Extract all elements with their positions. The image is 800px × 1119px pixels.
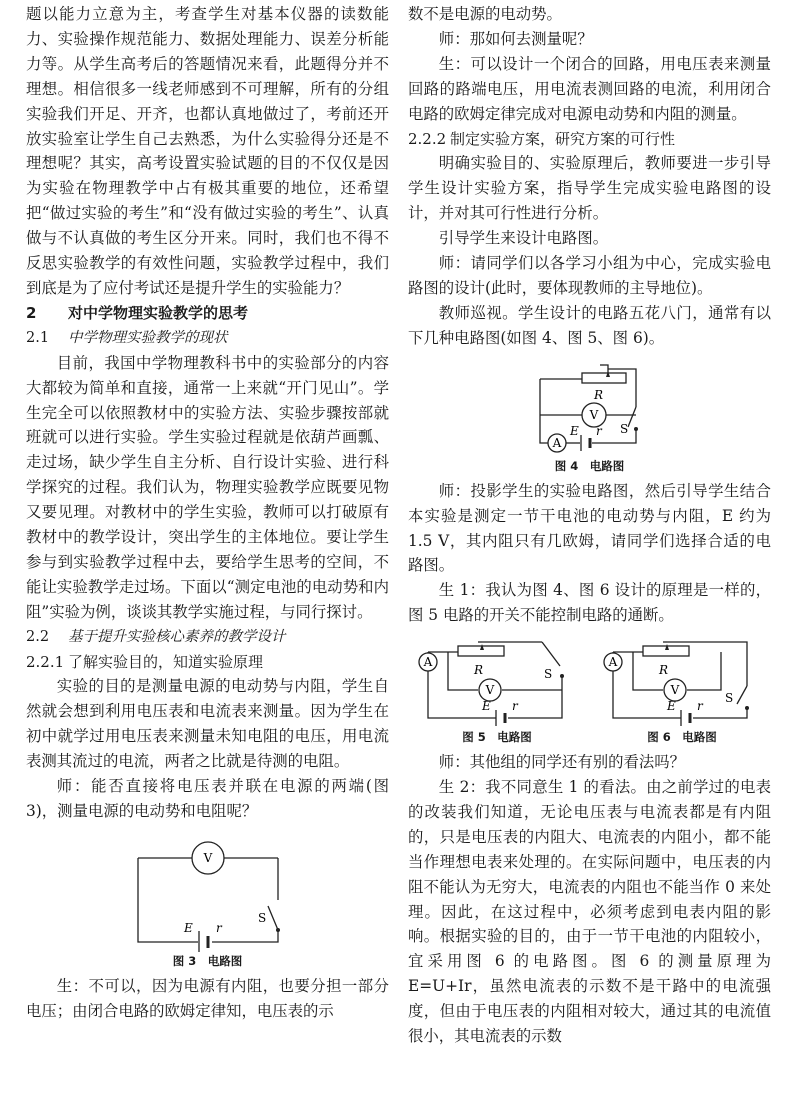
circuit-diagram-5	[412, 632, 582, 728]
figure-6	[593, 632, 771, 746]
circuit-diagram-6	[597, 632, 767, 728]
emf-label: E	[667, 699, 676, 714]
section-title: 基于提升实验核心素养的教学设计	[68, 628, 286, 645]
voltmeter-label: V	[203, 850, 212, 865]
section-number: 2.1	[26, 329, 50, 346]
section-number: 2	[26, 303, 37, 322]
voltmeter-label: V	[589, 407, 598, 422]
paragraph: 生 1：我认为图 4、图 6 设计的原理是一样的，图 5 电路的开关不能控制电路的通断。	[408, 581, 771, 625]
figure-caption: 图 3 电路图	[172, 953, 243, 968]
switch-label: S	[725, 691, 734, 706]
figure-5	[408, 632, 586, 746]
ammeter-label: A	[608, 655, 618, 670]
left-column	[26, 2, 389, 1024]
section-heading	[26, 301, 389, 326]
subsubsection-heading	[408, 127, 771, 152]
paragraph: 师：那如何去测量呢？	[438, 29, 593, 48]
paragraph: 实验的目的是测量电源的电动势与内阻，学生自然就会想到利用电压表和电流表来测量。因为学生在初中就学过用电压表来测量未知电阻的电压，用电流表测其流过的电流，两者之比就是待测的电阻。	[26, 677, 389, 771]
switch-label: S	[257, 910, 266, 925]
ammeter-label: A	[423, 655, 433, 670]
rheostat-label: R	[593, 387, 603, 402]
emf-label: E	[482, 699, 491, 714]
figure-row	[408, 632, 771, 746]
subsubsection-heading	[26, 650, 389, 675]
figure-caption: 图 6 电路图	[647, 730, 717, 745]
paragraph: 生：可以设计一个闭合的回路，用电压表来测量回路的路端电压，用电流表测回路的电流，利用闭合电路的欧姆定律完成对电源电动势和内阻的测量。	[408, 54, 771, 123]
subsection-heading	[26, 625, 389, 650]
section-title: 制定实验方案，研究方案的可行性	[450, 129, 676, 148]
section-number: 2.2.2	[408, 129, 447, 148]
subsection-heading	[26, 326, 389, 351]
voltmeter-label: V	[485, 683, 495, 698]
rheostat-label: R	[474, 663, 484, 678]
emf-label: E	[569, 423, 579, 438]
figure-caption: 图 4 电路图	[554, 458, 625, 473]
circuit-diagram-3	[108, 830, 308, 952]
section-title: 对中学物理实验教学的思考	[68, 303, 249, 322]
circuit-diagram-4	[510, 355, 670, 457]
internal-resistance-label: r	[215, 920, 222, 935]
figure-4	[408, 355, 771, 475]
rheostat-label: R	[659, 663, 669, 678]
emf-label: E	[183, 920, 193, 935]
figure-3	[26, 830, 389, 970]
paragraph: 数不是电源的电动势。	[408, 5, 562, 23]
internal-resistance-label: r	[697, 699, 703, 714]
paragraph: 目前，我国中学物理教科书中的实验部分的内容大都较为简单和直接，通常一上来就“开门见山”。学生完全可以依照教材中的实验方法、实验步骤按部就班就可以进行实验。学生实验过程就是依葫芦画瓢、走过场，缺少学生自主分析、自行设计实验、进行科学探究的过程。我们认为，物理实验教学应既要见物又要见理。对教材中的学生实验，教师可以打破原有教材中的教学设计，突出学生的主体地位。要让学生参与到实验教学过程中去，要给学生思考的空间，不能让实验教学走过场。下面以“测定电池的电动势和内阻”实验为例，谈谈其教学实施过程，与同行探讨。	[26, 353, 389, 621]
switch-label: S	[619, 421, 628, 436]
internal-resistance-label: r	[512, 699, 518, 714]
ammeter-label: A	[552, 435, 561, 450]
section-number: 2.2	[26, 628, 50, 645]
paragraph: 师：能否直接将电压表并联在电源的两端(图 3)，测量电源的电动势和电阻呢？	[26, 777, 389, 820]
section-title: 中学物理实验教学的现状	[68, 329, 228, 346]
paragraph: 师：投影学生的实验电路图，然后引导学生结合本实验是测定一节干电池的电动势与内阻，E 约为 1.5 V，其内阻只有几欧姆，请同学们选择合适的电路图。	[408, 481, 771, 575]
paragraph: 明确实验目的、实验原理后，教师要进一步引导学生设计实验方案，指导学生完成实验电路图的设计，并对其可行性进行分析。	[408, 154, 771, 223]
figure-caption: 图 5 电路图	[462, 730, 532, 745]
paragraph: 师：其他组的同学还有别的看法吗？	[438, 753, 686, 772]
section-number: 2.2.1	[26, 652, 65, 671]
internal-resistance-label: r	[595, 423, 602, 438]
paragraph: 教师巡视。学生设计的电路五花八门，通常有以下几种电路图(如图 4、图 5、图 6)。	[408, 303, 771, 347]
section-title: 了解实验目的，知道实验原理	[68, 652, 264, 671]
voltmeter-label: V	[670, 683, 680, 698]
paragraph: 引导学生来设计电路图。	[438, 229, 609, 248]
paragraph: 生：不可以，因为电源有内阻，也要分担一部分电压；由闭合电路的欧姆定律知，电压表的示	[26, 976, 389, 1020]
paragraph: 师：请同学们以各学习小组为中心，完成实验电路图的设计(此时，要体现教师的主导地位)。	[408, 254, 771, 297]
switch-label: S	[544, 667, 553, 682]
right-column	[408, 2, 771, 1049]
paragraph: 题以能力立意为主，考查学生对基本仪器的读数能力、实验操作规范能力、数据处理能力、误差分析能力等。从学生高考后的答题情况来看，此题得分并不理想。相信很多一线老师感到不可理解，所有的分组实验我们开足、开齐，也都认真地做过了，考前还开放实验室让学生自己去熟悉，为什么实验得分还是不理想呢？其实，高考设置实验试题的目的不仅仅是因为实验在物理教学中占有极其重要的地位，还希望把“做过实验的考生”和“没有做过实验的考生”、认真做与不认真做的考生区分开来。同时，我们也不得不反思实验教学的有效性问题，实验教学过程中，我们到底是为了应付考试还是提升学生的实验能力？	[26, 5, 389, 297]
paragraph: 生 2：我不同意生 1 的看法。由之前学过的电表的改装我们知道，无论电压表与电流表都是有内阻的，只是电压表的内阻大、电流表的内阻小，都不能当作理想电表来处理的。在实际问题中，电压表的内阻不能认为无穷大，电流表的内阻也不能当作 0 来处理。因此，在这过程中，必须考虑到电表内阻的影响。根据实验的目的，由于一节干电池的内阻较小，宜采用图 6 的电路图。图 6 的测量原理为 E=U+Ir，虽然电流表的示数不是干路中的电流强度，但由于电压表的内阻相对较大，通过其的电流值很小，其电流表的示数	[408, 778, 771, 1046]
